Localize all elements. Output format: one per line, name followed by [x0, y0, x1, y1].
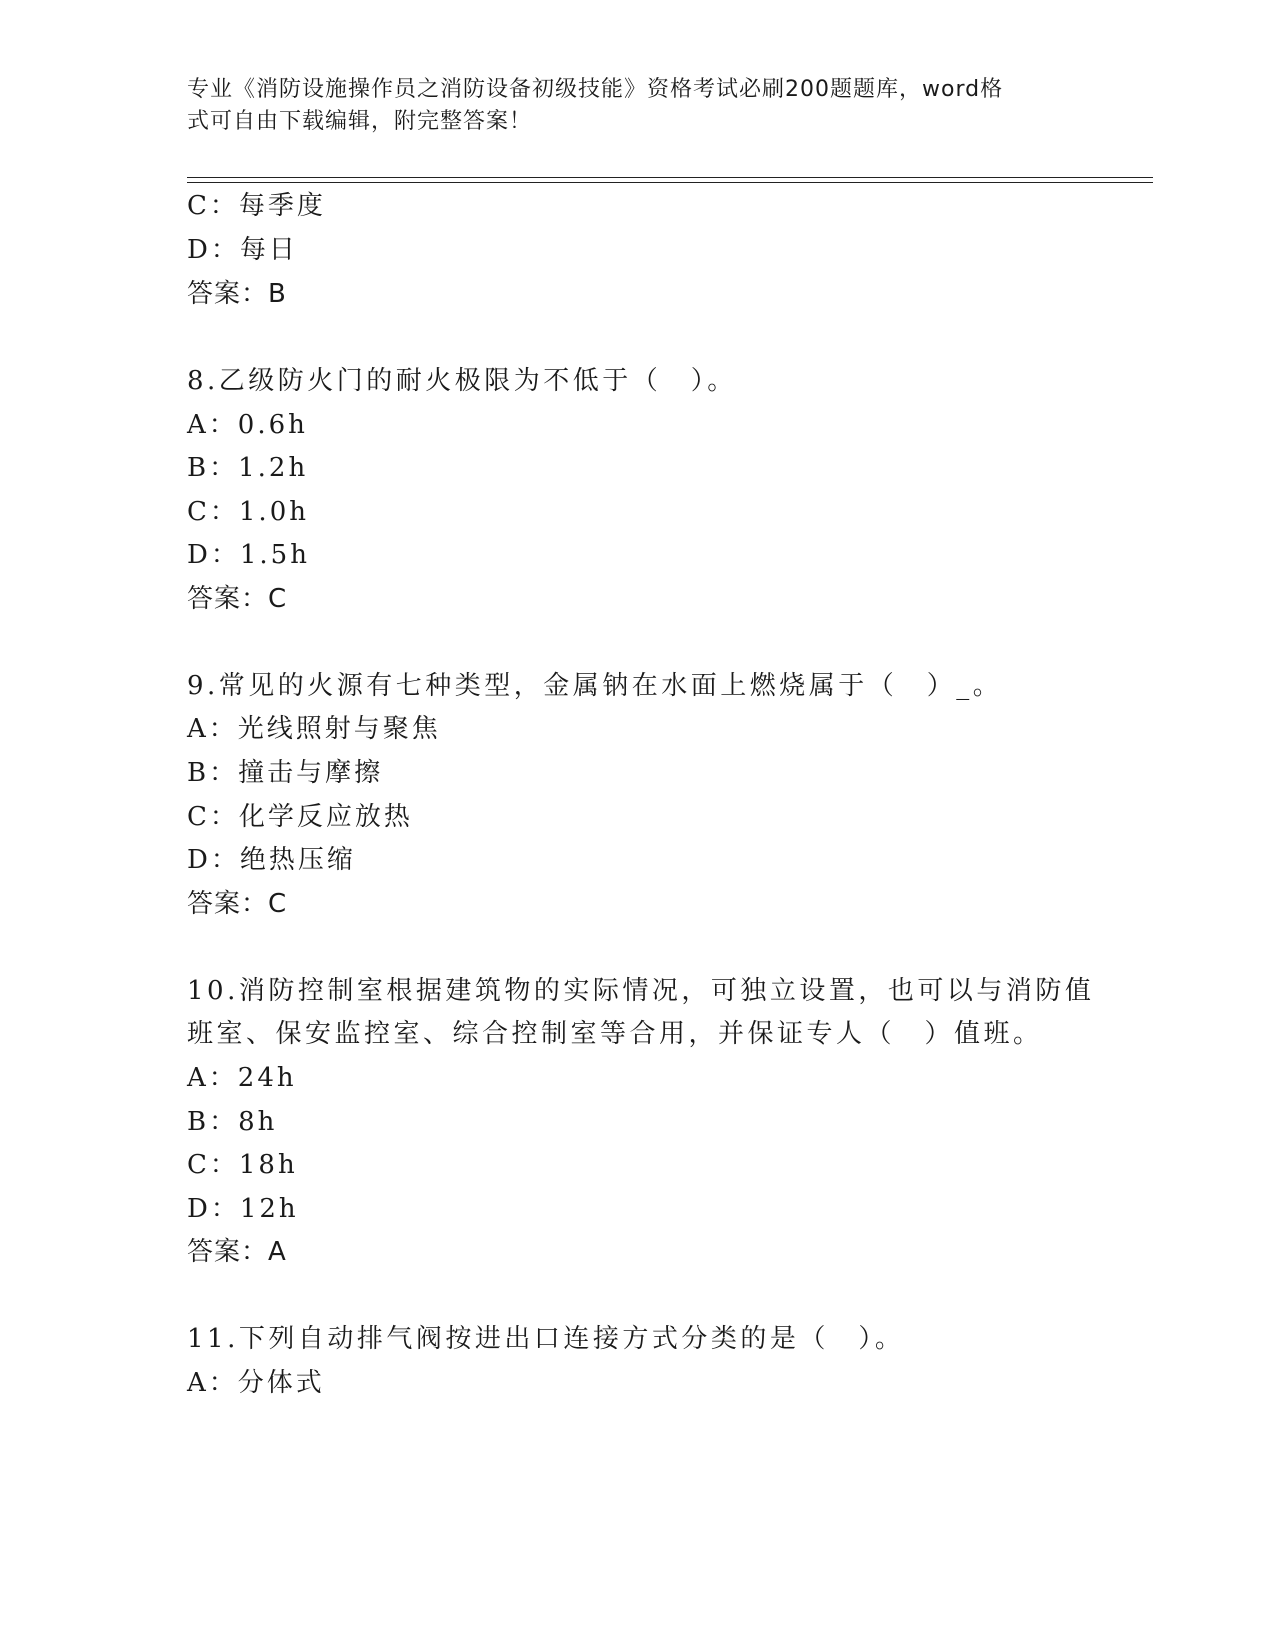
- q8-option-d: D：1.5h: [187, 540, 310, 570]
- prev-option-c: C：每季度: [187, 191, 326, 221]
- q8-stem: 8.乙级防火门的耐火极限为不低于（ ）。: [187, 366, 737, 396]
- q9-option-c: C：化学反应放热: [187, 802, 413, 832]
- prev-option-d: D：每日: [187, 235, 298, 265]
- q9-option-b: B：撞击与摩擦: [187, 758, 384, 788]
- q9-option-d: D：绝热压缩: [187, 845, 356, 875]
- q10-option-b: B：8h: [187, 1107, 278, 1137]
- q9-answer: 答案：C: [187, 889, 288, 919]
- q10-answer: 答案：A: [187, 1237, 287, 1267]
- q10-option-c: C：18h: [187, 1150, 298, 1180]
- q10-option-a: A：24h: [187, 1063, 297, 1093]
- header-line-2: 式可自由下载编辑，附完整答案！: [187, 109, 533, 134]
- q10-stem-line-2: 班室、保安监控室、综合控制室等合用，并保证专人（ ）值班。: [187, 1019, 1043, 1049]
- q8-option-a: A：0.6h: [187, 410, 308, 440]
- q9-option-a: A：光线照射与聚焦: [187, 714, 441, 744]
- header-divider-top: [187, 177, 1153, 178]
- q8-answer: 答案：C: [187, 584, 288, 614]
- header-divider-bottom: [187, 182, 1153, 183]
- q11-option-a: A：分体式: [187, 1368, 325, 1398]
- q11-stem: 11.下列自动排气阀按进出口连接方式分类的是（ ）。: [187, 1324, 905, 1354]
- q9-stem: 9.常见的火源有七种类型，金属钠在水面上燃烧属于（ ）_。: [187, 671, 1003, 701]
- prev-answer: 答案：B: [187, 279, 287, 309]
- q10-stem-line-1: 10.消防控制室根据建筑物的实际情况，可独立设置，也可以与消防值: [187, 976, 1095, 1006]
- q10-option-d: D：12h: [187, 1194, 299, 1224]
- document-header: [187, 74, 1087, 138]
- header-line-1: 专业《消防设施操作员之消防设备初级技能》资格考试必刷200题题库，word格: [187, 77, 1004, 102]
- q8-option-b: B：1.2h: [187, 453, 309, 483]
- q8-option-c: C：1.0h: [187, 497, 309, 527]
